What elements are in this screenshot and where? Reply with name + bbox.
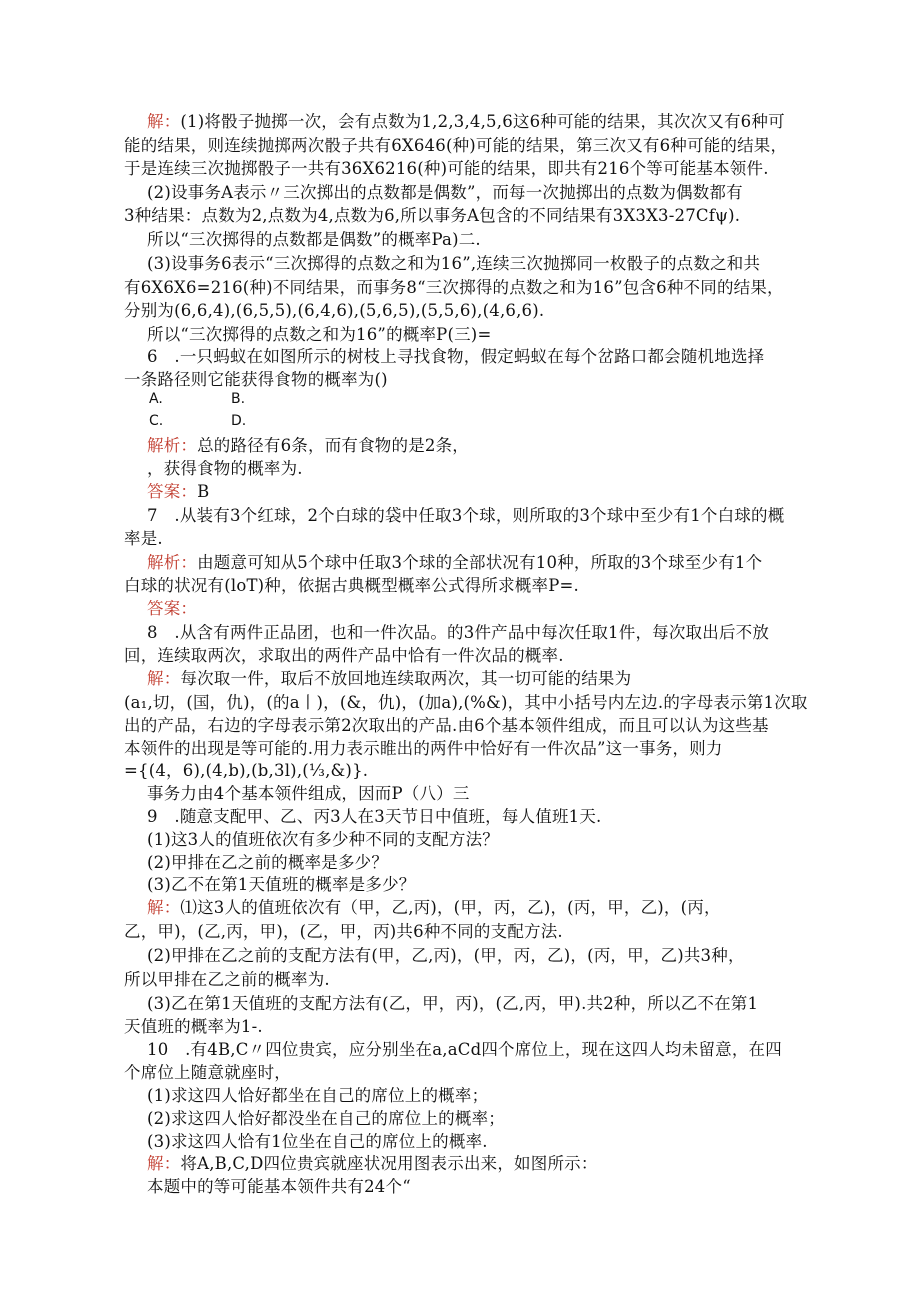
q6-option-b: B. bbox=[231, 391, 246, 407]
q7-question-line-2: 率是. bbox=[124, 529, 163, 548]
q9-question-line-3: (2)甲排在乙之前的概率是多少？ bbox=[147, 853, 389, 872]
q6-option-d: D. bbox=[231, 413, 247, 429]
solution-label: 解： bbox=[147, 1154, 181, 1173]
solution-label: 解： bbox=[147, 669, 181, 688]
q5-solution-line-2: 能的结果，则连续抛掷两次骰子共有6X646(种)可能的结果，第三次又有6种可能的结果， bbox=[124, 136, 788, 155]
q7-question-line-1: 7 .从装有3个红球，2个白球的袋中任取3个球，则所取的3个球中至少有1个白球的概 bbox=[147, 506, 785, 525]
q8-solution-line-4: 本领件的出现是等可能的.用力表示睢出的两件中恰好有一件次品”这一事务，则力 bbox=[124, 739, 723, 758]
q5-solution-line-5: 3种结果：点数为2,点数为4,点数为6,所以事务A包含的不同结果有3X3X3-27Cfψ). bbox=[124, 206, 741, 225]
analysis-label: 解析： bbox=[147, 553, 198, 572]
q7-analysis-line-2: 白球的状况有(loT)种，依据古典概型概率公式得所求概率P=. bbox=[124, 576, 579, 595]
q6-analysis-line-1: 解析：总的路径有6条，而有食物的是2条， bbox=[147, 436, 470, 455]
q10-question-line-5: (3)求这四人恰有1位坐在自己的席位上的概率. bbox=[147, 1132, 488, 1151]
q9-question-line-2: (1)这3人的值班依次有多少种不同的支配方法？ bbox=[147, 830, 499, 849]
q5-solution-line-8: 有6X6X6=216(种)不同结果，而事务8“三次掷得的点数之和为16”包含6种不同的结果， bbox=[124, 278, 784, 297]
q6-analysis-line-2: ，获得食物的概率为. bbox=[147, 459, 303, 478]
q9-solution-line-5: (3)乙在第1天值班的支配方法有(乙，甲，丙)，(乙,丙，甲).共2种，所以乙不在第1 bbox=[147, 994, 759, 1013]
q8-question-line-1: 8 .从含有两件正品团，也和一件次品。的3件产品中每次任取1件，每次取出后不放 bbox=[147, 623, 770, 642]
q10-question-line-3: (1)求这四人恰好都坐在自己的席位上的概率； bbox=[147, 1086, 489, 1105]
q8-solution-line-2: (a₁,切，(国，仇)，(的a丨)，(&，仇)，(加a),(%&)，其中小括号内左边.的字母表示第1次取 bbox=[124, 693, 808, 712]
q6-question-line-1: 6 .一只蚂蚁在如图所示的树枝上寻找食物，假定蚂蚁在每个岔路口都会随机地选择 bbox=[147, 347, 765, 366]
q6-option-a: A. bbox=[149, 391, 163, 407]
solution-label: 解： bbox=[147, 112, 181, 131]
q5-solution-line-3: 于是连续三次抛掷骰子一共有36X6216(种)可能的结果，即共有216个等可能基本领件. bbox=[124, 159, 769, 178]
q9-solution-line-6: 天值班的概率为1-. bbox=[124, 1017, 263, 1036]
q10-question-line-4: (2)求这四人恰好都没坐在自己的席位上的概率； bbox=[147, 1109, 505, 1128]
q5-solution-line-10: 所以“三次掷得的点数之和为16”的概率P(三)= bbox=[147, 325, 492, 344]
q5-solution-line-6: 所以“三次掷得的点数都是偶数”的概率Pa)二. bbox=[147, 230, 481, 249]
answer-label: 答案： bbox=[147, 599, 198, 618]
q6-question-line-2: 一条路径则它能获得食物的概率为() bbox=[124, 370, 388, 389]
q8-solution-line-6: 事务力由4个基本领件组成，因而P（八）三 bbox=[147, 784, 470, 803]
q8-solution-line-5: ={(4，6),(4,b),(b,3l),(⅓,&)}. bbox=[124, 761, 369, 780]
q10-question-line-2: 个席位上随意就座时， bbox=[124, 1063, 291, 1082]
q6-option-c: C. bbox=[149, 413, 164, 429]
q6-answer: 答案：B bbox=[147, 482, 210, 501]
analysis-label: 解析： bbox=[147, 436, 198, 455]
q10-solution-line-2: 本题中的等可能基本领件共有24个“ bbox=[147, 1177, 411, 1196]
q5-solution-line-9: 分别为(6,6,4),(6,5,5),(6,4,6),(5,6,5),(5,5,6),(4,6,6). bbox=[124, 301, 545, 320]
q8-question-line-2: 回，连续取两次，求取出的两件产品中恰有一件次品的概率. bbox=[124, 646, 564, 665]
q8-solution-line-3: 出的产品，右边的字母表示第2次取出的产品.由6个基本领件组成，而且可以认为这些基 bbox=[124, 716, 769, 735]
q9-solution-line-2: 乙，甲)，(乙,丙，甲)，(乙，甲，丙)共6种不同的支配方法. bbox=[124, 922, 563, 941]
q5-solution-line-4: (2)设事务A表示〃三次掷出的点数都是偶数”，而每一次抛掷出的点数为偶数都有 bbox=[147, 183, 743, 202]
q9-solution-line-3: (2)甲排在乙之前的支配方法有(甲，乙,丙)，(甲，丙，乙)，(丙，甲，乙)共3种， bbox=[147, 946, 745, 965]
q5-solution-line-7: (3)设事务6表示“三次掷得的点数之和为16”,连续三次抛掷同一枚骰子的点数之和共 bbox=[147, 254, 761, 273]
solution-label: 解： bbox=[147, 898, 181, 917]
q9-question-line-4: (3)乙不在第1天值班的概率是多少？ bbox=[147, 875, 416, 894]
q9-solution-line-1: 解：⑴这3人的值班依次有（甲，乙,丙)，(甲，丙，乙)，(丙，甲，乙)，(丙， bbox=[147, 898, 721, 917]
q8-solution-line-1: 解：每次取一件，取后不放回地连续取两次，其一切可能的结果为 bbox=[147, 669, 632, 688]
q9-question-line-1: 9 .随意支配甲、乙、丙3人在3天节日中值班，每人值班1天. bbox=[147, 807, 602, 826]
q10-question-line-1: 10 .有4B,C〃四位贵宾，应分别坐在a,aCd四个席位上，现在这四人均未留意，在四 bbox=[147, 1040, 782, 1059]
q5-solution-line-1: 解：(1)将骰子抛掷一次，会有点数为1,2,3,4,5,6这6种可能的结果，其次次又有6种可 bbox=[147, 112, 785, 131]
q7-analysis-line-1: 解析：由题意可知从5个球中任取3个球的全部状况有10种，所取的3个球至少有1个 bbox=[147, 553, 763, 572]
answer-label: 答案： bbox=[147, 482, 198, 501]
q9-solution-line-4: 所以甲排在乙之前的概率为. bbox=[124, 970, 330, 989]
q7-answer bbox=[147, 598, 197, 620]
q10-solution-line-1: 解：将A,B,C,D四位贵宾就座状况用图表示出来，如图所示： bbox=[147, 1154, 598, 1173]
